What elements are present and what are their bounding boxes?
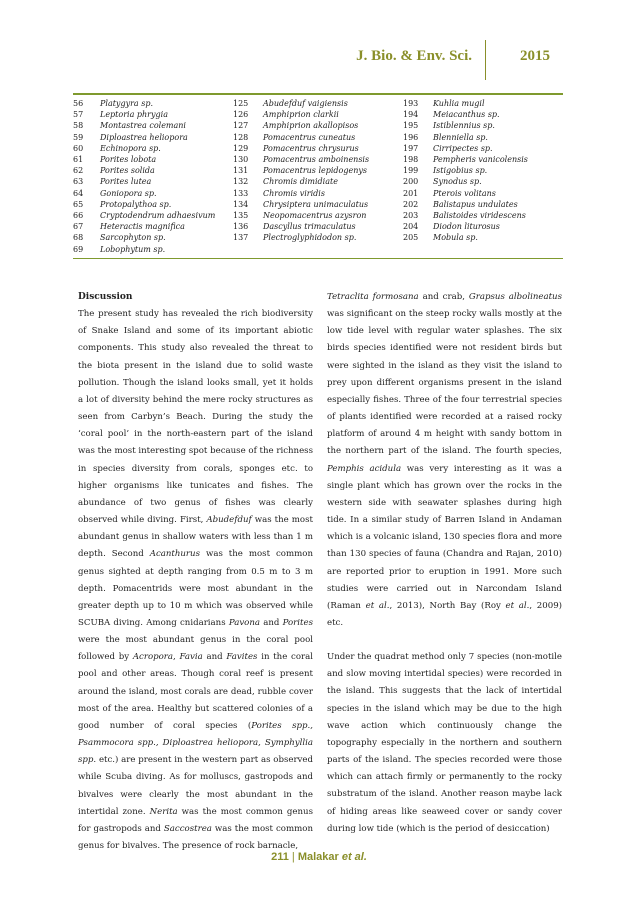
text-run: was the most common genus for bivalves. The presence of rock barnacle, bbox=[78, 823, 313, 851]
species-name: Plectroglyphidodon sp. bbox=[263, 233, 357, 243]
species-name: Kuhlia mugil bbox=[433, 99, 485, 108]
species-number: 56 bbox=[73, 99, 84, 108]
species-number: 201 bbox=[403, 188, 419, 198]
species-number: 64 bbox=[73, 188, 84, 198]
species-name: Heteractis magnifica bbox=[100, 222, 185, 232]
species-name: Neopomacentrus azysron bbox=[263, 211, 367, 221]
table-row bbox=[73, 210, 563, 221]
species-number: 198 bbox=[403, 155, 419, 165]
species-number: 62 bbox=[73, 166, 84, 176]
species-name bbox=[433, 244, 563, 255]
discussion-paragraph-2: Under the quadrat method only 7 species (non-motile and slow moving intertidal species) were recorded in the island. This suggests that the lack of intertidal species in the island which may be due to the high wave action which continuously change the topography especially in the northern and southern parts of the island. The species recorded were those which can attach firmly or permanently to the rocky substratum of the island. Another reason maybe lack of hiding areas like seaweed cover or sandy cover during low tide (which is the period of desiccation) bbox=[327, 652, 562, 834]
genus-name: Nerita bbox=[149, 806, 178, 817]
genus-name: Saccostrea bbox=[163, 823, 212, 834]
text-run: and bbox=[260, 617, 283, 628]
genus-name: Abudefduf bbox=[206, 515, 252, 526]
text-run: etc.) are present in the western part as observed while Scuba diving. As for molluscs, gastropods and bivalves were clearly the most abundant in the intertidal zone. bbox=[78, 755, 313, 817]
species-name: Abudefduf vaigiensis bbox=[263, 99, 348, 108]
species-name: Porites lobota bbox=[100, 155, 157, 165]
species-number: 195 bbox=[403, 121, 419, 131]
species-name: Tetraclita formosana bbox=[327, 292, 419, 302]
species-name: Diploastrea heliopora bbox=[100, 132, 188, 142]
table-row bbox=[73, 143, 563, 154]
footer-author: Malakar bbox=[297, 851, 342, 863]
species-number: 65 bbox=[73, 199, 84, 209]
genus-name: Pavona bbox=[228, 617, 261, 628]
text-run: was the most common genus sighted at depth ranging from 0.5 m to 3 m depth. Pomacentrids were most abundant in the greater depth up to 10 m which was observed while SCUBA diving. Among cnidarians bbox=[78, 549, 313, 628]
text-run: was the most abundant genus in shallow waters with less than 1 m depth. Second bbox=[78, 515, 313, 560]
table-row bbox=[73, 165, 563, 176]
species-name: Cryptodendrum adhaesivum bbox=[100, 211, 216, 221]
species-name: Diodon liturosus bbox=[433, 222, 500, 232]
species-number bbox=[403, 244, 433, 255]
species-number: 132 bbox=[233, 177, 249, 187]
species-name: Pterois volitans bbox=[433, 188, 496, 198]
species-name: Platygyra sp. bbox=[100, 99, 153, 108]
table-bottom-rule bbox=[73, 258, 563, 259]
table-row bbox=[73, 244, 563, 255]
species-number bbox=[233, 244, 263, 255]
species-number: 134 bbox=[233, 199, 249, 209]
genus-name: Acanthurus bbox=[149, 549, 200, 560]
table-row bbox=[73, 221, 563, 232]
text-run: was significant on the steep rocky walls mostly at the low tide level with regular water splashes. The six birds species identified were not resident birds but were sighted in the island as they visit the island to prey upon different organisms present in the island especially fishes. Three of the four terrestrial species of plants identified were recorded at a raised rocky platform of around 4 m height with sandy bottom in the northern part of the island. The fourth species, bbox=[327, 309, 562, 457]
species-name: Sarcophyton sp. bbox=[100, 233, 166, 243]
species-name: Chromis viridis bbox=[263, 188, 325, 198]
species-number: 66 bbox=[73, 211, 84, 221]
species-number: 68 bbox=[73, 233, 84, 243]
species-name: Pomacentrus lepidogenys bbox=[263, 166, 367, 176]
footer-etal: et al. bbox=[341, 851, 367, 863]
species-name: Pomacentrus chrysurus bbox=[263, 143, 359, 153]
species-name: Goniopora sp. bbox=[100, 188, 157, 198]
species-name: Balistapus undulates bbox=[433, 199, 518, 209]
species-number: 199 bbox=[403, 166, 419, 176]
species-number: 127 bbox=[233, 121, 249, 131]
species-name bbox=[263, 244, 403, 255]
table-row bbox=[73, 132, 563, 143]
discussion-paragraph-1-continued bbox=[327, 289, 562, 632]
species-number: 205 bbox=[403, 233, 419, 243]
species-number: 194 bbox=[403, 110, 419, 120]
species-number: 130 bbox=[233, 155, 249, 165]
species-name: Grapsus albolineatus bbox=[468, 292, 562, 302]
species-name: Mobula sp. bbox=[433, 233, 478, 243]
table-row bbox=[73, 188, 563, 199]
species-number: 63 bbox=[73, 177, 84, 187]
species-number: 61 bbox=[73, 155, 84, 165]
species-table-grid bbox=[73, 98, 563, 255]
species-number: 193 bbox=[403, 99, 419, 108]
species-name: Echinopora sp. bbox=[100, 143, 161, 153]
text-run: were the most abundant genus in the coral pool followed by bbox=[78, 635, 313, 663]
table-row bbox=[73, 98, 563, 109]
species-number: 126 bbox=[233, 110, 249, 120]
table-row bbox=[73, 120, 563, 131]
species-name: Amphiprion akallopisos bbox=[263, 121, 359, 131]
species-name: Cirripectes sp. bbox=[433, 143, 493, 153]
species-name: Istiblennius sp. bbox=[433, 121, 495, 131]
species-list: Porites spp., Psammocora spp., Diploastrea heliopora, Symphyllia spp. bbox=[78, 720, 313, 766]
species-name: Blenniella sp. bbox=[433, 132, 488, 142]
species-number: 128 bbox=[233, 132, 249, 142]
species-number: 203 bbox=[403, 211, 419, 221]
journal-name: J. Bio. & Env. Sci. bbox=[356, 48, 472, 64]
genus-name: Favites bbox=[226, 652, 258, 663]
species-name: Chrysiptera unimaculatus bbox=[263, 199, 369, 209]
text-run: , bbox=[173, 652, 180, 663]
header-divider bbox=[485, 40, 486, 80]
species-name: Protopalythoa sp. bbox=[100, 199, 172, 209]
discussion-right-column bbox=[327, 289, 562, 838]
text-run: was the most common genus for gastropods and bbox=[78, 806, 313, 834]
discussion-left-column bbox=[78, 289, 313, 855]
text-run: and crab, bbox=[418, 292, 469, 302]
species-number: 59 bbox=[73, 132, 84, 142]
text-run: in the coral pool and other areas. Though coral reef is present around the island, most corals are dead, rubble cover most of the area. Healthy but scattered colonies of a good number of coral species ( bbox=[78, 652, 313, 731]
species-number: 202 bbox=[403, 199, 419, 209]
species-name: Pomacentrus amboinensis bbox=[263, 155, 370, 165]
species-number: 135 bbox=[233, 211, 249, 221]
table-row bbox=[73, 176, 563, 187]
genus-name: Porites bbox=[282, 617, 313, 628]
species-name: Pomacentrus cuneatus bbox=[263, 132, 356, 142]
species-number: 133 bbox=[233, 188, 249, 198]
species-name: Porites lutea bbox=[100, 177, 152, 187]
species-number: 129 bbox=[233, 143, 249, 153]
table-row bbox=[73, 109, 563, 120]
species-name: Leptoria phrygia bbox=[100, 110, 168, 120]
species-number: 57 bbox=[73, 110, 84, 120]
discussion-heading: Discussion bbox=[78, 292, 133, 302]
species-number: 125 bbox=[233, 99, 249, 108]
species-name: Meiacanthus sp. bbox=[433, 110, 500, 120]
text-run: , 2013), North Bay (Roy bbox=[389, 600, 506, 611]
species-name: Chromis dimidiate bbox=[263, 177, 338, 187]
species-number: 131 bbox=[233, 166, 249, 176]
table-top-rule bbox=[73, 93, 563, 95]
genus-name: Favia bbox=[179, 652, 203, 663]
species-name: Synodus sp. bbox=[433, 177, 482, 187]
citation-etal: et al. bbox=[365, 600, 390, 611]
citation-etal: et al. bbox=[505, 600, 530, 611]
species-number: 60 bbox=[73, 143, 84, 153]
text-run: and bbox=[202, 652, 227, 663]
species-table bbox=[73, 93, 563, 259]
text-run: was very interesting as it was a single plant which has grown over the rocks in the western side with seawater splashes during high tide. In a similar study of Barren Island in Andaman which is a volcanic island, 130 species flora and more than 130 species of fauna (Chandra and Rajan, 2010) are reported prior to eruption in 1991. More such studies were carried out in Narcondam Island (Raman bbox=[327, 463, 562, 611]
species-name: Balistoides viridescens bbox=[433, 211, 526, 221]
species-number: 204 bbox=[403, 222, 419, 232]
species-name: Pempheris vanicolensis bbox=[433, 155, 528, 165]
species-name: Lobophytum sp. bbox=[100, 244, 166, 254]
table-row bbox=[73, 232, 563, 243]
species-name: Amphiprion clarkii bbox=[263, 110, 339, 120]
species-number: 58 bbox=[73, 121, 84, 131]
species-number: 200 bbox=[403, 177, 419, 187]
text-run: The present study has revealed the rich biodiversity of Snake Island and some of its important abiotic components. This study also revealed the threat to the biota present in the island due to solid waste pollution. Though the island looks small, yet it holds a lot of diversity behind the mere rocky structures as seen from Carbyn’s Beach. During the study the ‘coral pool’ in the north-eastern part of the island was the most interesting spot because of the richness in species diversity from corals, sponges etc. to higher organisms like tunicates and fishes. The abundance of two genus of fishes was clearly observed while diving. First, bbox=[78, 309, 313, 526]
species-name: Dascyllus trimaculatus bbox=[263, 222, 356, 232]
page-number: 211 bbox=[271, 851, 289, 863]
species-name: Pemphis acidula bbox=[327, 463, 402, 474]
discussion-paragraph-1 bbox=[78, 306, 313, 855]
species-number: 197 bbox=[403, 143, 419, 153]
species-name: Istigobius sp. bbox=[433, 166, 488, 176]
page-footer bbox=[0, 851, 638, 863]
species-name: Porites solida bbox=[100, 166, 155, 176]
species-number: 137 bbox=[233, 233, 249, 243]
species-number: 67 bbox=[73, 222, 84, 232]
species-name: Montastrea colemani bbox=[100, 121, 186, 131]
species-number: 196 bbox=[403, 132, 419, 142]
species-number: 136 bbox=[233, 222, 249, 232]
text-run: , 2009) etc. bbox=[327, 600, 563, 628]
table-row bbox=[73, 154, 563, 165]
species-number: 69 bbox=[73, 244, 84, 254]
footer-separator: | bbox=[291, 851, 295, 863]
table-row bbox=[73, 199, 563, 210]
journal-year: 2015 bbox=[520, 48, 550, 64]
genus-name: Acropora bbox=[132, 652, 174, 663]
